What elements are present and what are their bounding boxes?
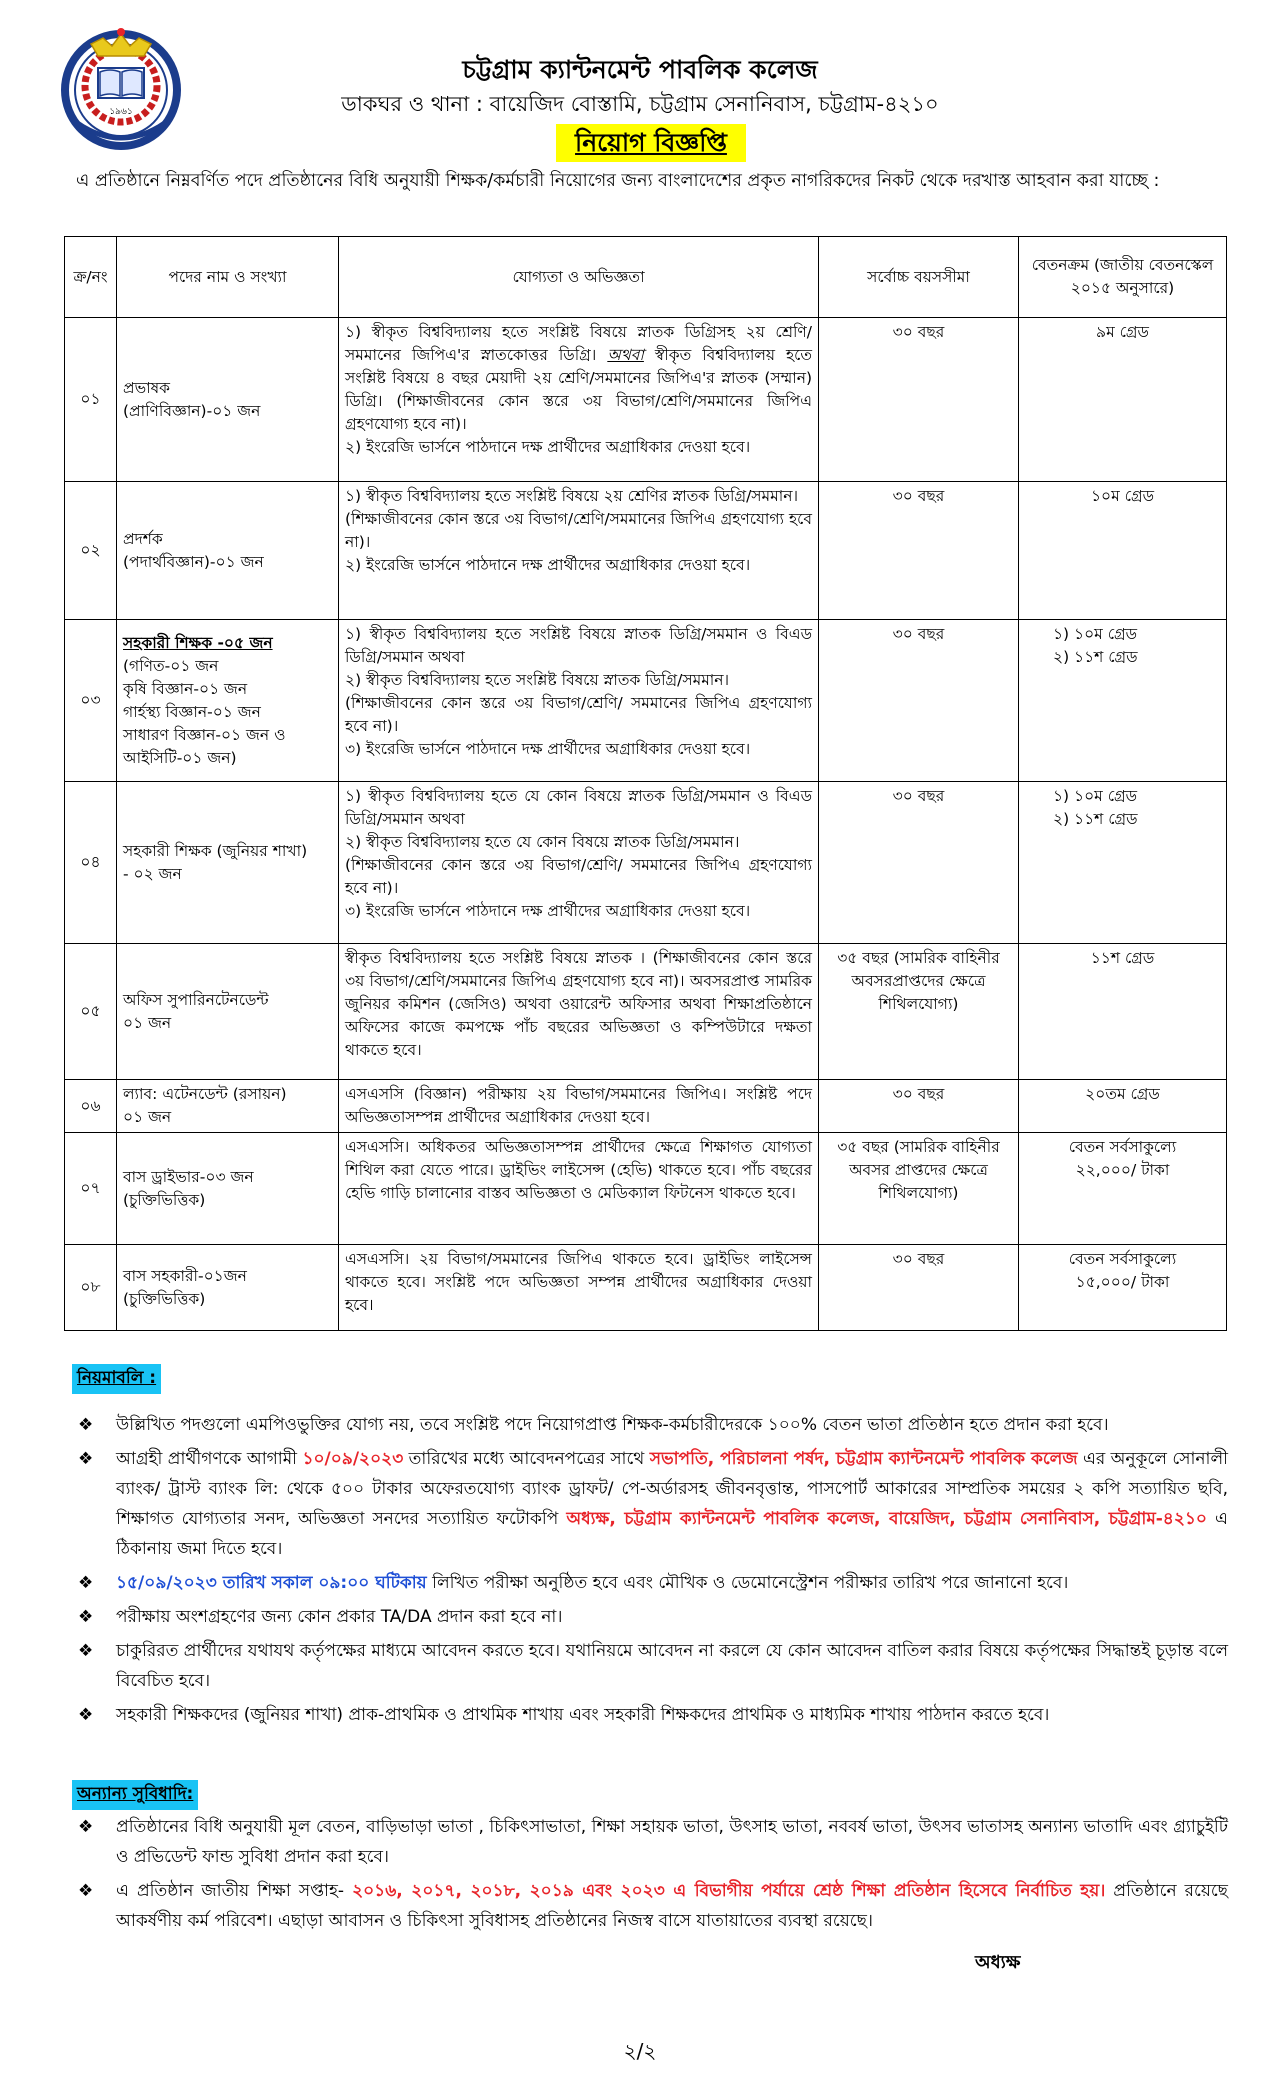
rule-text: উল্লিখিত পদগুলো এমপিওভুক্তির যোগ্য নয়, তবে সংশ্লিষ্ট পদে নিয়োগপ্রাপ্ত শিক্ষক-কর্মচারীদেরকে ১০০% বেতন ভাতা প্রতিষ্ঠান হতে প্রদান করা হবে। <box>116 1415 1109 1435</box>
college-address: ডাকঘর ও থানা : বায়েজিদ বোস্তামি, চট্টগ্রাম সেনানিবাস, চট্টগ্রাম-৪২১০ <box>341 92 939 116</box>
post-line: কৃষি বিজ্ঞান-০১ জন <box>123 679 248 698</box>
rule-text: পরীক্ষায় অংশগ্রহণের জন্য কোন প্রকার TA/DA প্রদান করা হবে না। <box>116 1607 563 1627</box>
list-item <box>78 1410 1228 1440</box>
logo-year: ১৯৬১ <box>109 107 133 117</box>
post-line: - ০২ জন <box>123 864 182 883</box>
row-sl: ০৬ <box>65 1080 117 1133</box>
table-row <box>65 944 1227 1080</box>
row-post <box>117 782 339 944</box>
row-scale <box>1019 318 1227 482</box>
list-item <box>78 1568 1228 1598</box>
rule-text: তারিখের মধ্যে আবেদনপত্রের সাথে <box>403 1449 650 1469</box>
scale-line: ৯ম গ্রেড <box>1096 323 1149 341</box>
list-item <box>78 1876 1228 1936</box>
scale-line: ২২,০০০/ টাকা <box>1075 1161 1170 1179</box>
addressee: সভাপতি, পরিচালনা পর্ষদ, চট্টগ্রাম ক্যান্টনমেন্ট পাবলিক কলেজ <box>649 1449 1078 1469</box>
post-line: সহকারী শিক্ষক (জুনিয়র শাখা) <box>123 841 308 860</box>
qual-line: ২) স্বীকৃত বিশ্ববিদ্যালয় হতে যে কোন বিষয়ে স্নাতক ডিগ্রি/সমমান। <box>345 833 740 851</box>
scale-line: ১০ম গ্রেড <box>1091 487 1154 505</box>
row-qualification <box>339 782 819 944</box>
row-sl: ০৪ <box>65 782 117 944</box>
table-row <box>65 1133 1227 1245</box>
post-line: (চুক্তিভিত্তিক) <box>123 1190 206 1209</box>
post-line: (গণিত-০১ জন <box>123 656 219 675</box>
rule-text: চাকুরিরত প্রার্থীদের যথাযথ কর্তৃপক্ষের মাধ্যমে আবেদন করতে হবে। যথানিয়মে আবেদন না করলে যে কোন আবেদন বাতিল করার বিষয়ে কর্তৃপক্ষের সিদ্ধান্তই চূড়ান্ত বলে বিবেচিত হবে। <box>116 1641 1228 1691</box>
row-age: ৩০ বছর <box>819 1080 1019 1133</box>
qual-line: ২) স্বীকৃত বিশ্ববিদ্যালয় হতে সংশ্লিষ্ট বিষয়ে স্নাতক ডিগ্রি/সমমান। <box>345 671 730 689</box>
post-line: বাস সহকারী-০১জন <box>123 1266 247 1285</box>
row-scale <box>1019 1080 1227 1133</box>
benefits-list <box>78 1812 1228 1940</box>
bullet-icon: ❖ <box>78 1881 94 1901</box>
row-age: ৩০ বছর <box>819 782 1019 944</box>
row-scale <box>1019 482 1227 620</box>
post-line: (চুক্তিভিত্তিক) <box>123 1289 206 1308</box>
row-sl: ০৮ <box>65 1245 117 1331</box>
qual-line: ২) ইংরেজি ভার্সনে পাঠদানে দক্ষ প্রার্থীদের অগ্রাধিকার দেওয়া হবে। <box>345 556 751 574</box>
row-sl: ০৭ <box>65 1133 117 1245</box>
bullet-icon: ❖ <box>78 1607 94 1627</box>
posts-table <box>64 236 1227 1331</box>
row-post <box>117 944 339 1080</box>
list-item <box>78 1700 1228 1730</box>
col-sl: ক্র/নং <box>65 237 117 318</box>
scale-line: ১৫,০০০/ টাকা <box>1075 1273 1170 1291</box>
list-item <box>78 1444 1228 1564</box>
qual-line: ১) স্বীকৃত বিশ্ববিদ্যালয় হতে যে কোন বিষয়ে স্নাতক ডিগ্রি/সমমান ও বিএড ডিগ্রি/সমমান অথবা <box>345 787 812 828</box>
col-age: সর্বোচ্চ বয়সসীমা <box>819 237 1019 318</box>
row-age: ৩০ বছর <box>819 482 1019 620</box>
row-qualification: এসএসসি। ২য় বিভাগ/সমমানের জিপিএ থাকতে হবে। ড্রাইভিং লাইসেন্স থাকতে হবে। সংশ্লিষ্ট পদে অভিজ্ঞতা সম্পন্ন প্রার্থীদের অগ্রাধিকার দেওয়া হবে। <box>339 1245 819 1331</box>
qual-line: (শিক্ষাজীবনের কোন স্তরে ৩য় বিভাগ/শ্রেণি/সমমানের জিপিএ গ্রহণযোগ্য হবে না)। <box>345 510 812 551</box>
table-header-row <box>65 237 1227 318</box>
qual-text: স্বীকৃত বিশ্ববিদ্যালয় হতে সংশ্লিষ্ট বিষয়ে ৪ বছর মেয়াদী ২য় শ্রেণি/সমমানের জিপিএ'র স্নাতক (সম্মান) ডিগ্রি। (শিক্ষাজীবনের কোন স্তরে ৩য় বিভাগ/শ্রেণি/সমমানের জিপিএ গ্রহণযোগ্য হবে না)। <box>345 346 813 433</box>
table-row <box>65 1245 1227 1331</box>
qual-line: ১) স্বীকৃত বিশ্ববিদ্যালয় হতে সংশ্লিষ্ট বিষয়ে স্নাতক ডিগ্রি/সমমান ও বিএড ডিগ্রি/সমমান অথবা <box>345 625 812 666</box>
row-sl: ০২ <box>65 482 117 620</box>
row-scale <box>1019 1245 1227 1331</box>
row-scale <box>1019 620 1227 782</box>
bullet-icon: ❖ <box>78 1705 94 1725</box>
row-sl: ০৫ <box>65 944 117 1080</box>
row-post <box>117 1133 339 1245</box>
deadline-date: ১০/০৯/২০২৩ <box>302 1449 404 1469</box>
row-post <box>117 1245 339 1331</box>
post-line: বাস ড্রাইভার-০৩ জন <box>123 1167 254 1186</box>
row-post <box>117 318 339 482</box>
award-text: ২০১৬, ২০১৭, ২০১৮, ২০১৯ এবং ২০২৩ এ বিভাগীয় পর্যায়ে শ্রেষ্ঠ শিক্ষা প্রতিষ্ঠান হিসেবে নির্বাচিত হয়। <box>352 1881 1106 1901</box>
post-line: আইসিটি-০১ জন) <box>123 748 237 767</box>
qual-line: ৩) ইংরেজি ভার্সনে পাঠদানে দক্ষ প্রার্থীদের অগ্রাধিকার দেওয়া হবে। <box>345 740 751 758</box>
qual-line: (শিক্ষাজীবনের কোন স্তরে ৩য় বিভাগ/শ্রেণি/ সমমানের জিপিএ গ্রহণযোগ্য হবে না)। <box>345 856 812 897</box>
qual-line: ৩) ইংরেজি ভার্সনে পাঠদানে দক্ষ প্রার্থীদের অগ্রাধিকার দেওয়া হবে। <box>345 902 751 920</box>
qual-or: অথবা <box>607 346 644 364</box>
scale-line: ২০তম গ্রেড <box>1085 1085 1160 1103</box>
row-qualification <box>339 620 819 782</box>
submission-address: অধ্যক্ষ, চট্টগ্রাম ক্যান্টনমেন্ট পাবলিক কলেজ, বায়েজিদ, চট্টগ্রাম সেনানিবাস, চট্টগ্রাম-৪২১০ <box>566 1509 1207 1529</box>
row-qualification: এসএসসি। অধিকতর অভিজ্ঞতাসম্পন্ন প্রার্থীদের ক্ষেত্রে শিক্ষাগত যোগ্যতা শিথিল করা যেতে পারে। ড্রাইভিং লাইসেন্স (হেভি) থাকতে হবে। পাঁচ বছরের হেভি গাড়ি চালানোর বাস্তব অভিজ্ঞতা ও মেডিক্যাল ফিটনেস থাকতে হবে। <box>339 1133 819 1245</box>
row-age: ৩৫ বছর (সামরিক বাহিনীর অবসর প্রাপ্তদের ক্ষেত্রে শিথিলযোগ্য) <box>819 1133 1019 1245</box>
post-line: গার্হস্থ্য বিজ্ঞান-০১ জন <box>123 702 261 721</box>
row-qualification <box>339 482 819 620</box>
row-age: ৩০ বছর <box>819 620 1019 782</box>
scale-line: বেতন সর্বসাকুল্যে <box>1068 1250 1177 1268</box>
table-row <box>65 482 1227 620</box>
row-scale <box>1019 782 1227 944</box>
list-item <box>78 1636 1228 1696</box>
bullet-icon: ❖ <box>78 1449 94 1469</box>
table-row <box>65 782 1227 944</box>
row-age: ৩০ বছর <box>819 1245 1019 1331</box>
rules-heading: নিয়মাবলি : <box>72 1364 161 1394</box>
row-sl: ০৩ <box>65 620 117 782</box>
rule-text: এ ঠিকানায় জমা দিতে হবে। <box>116 1509 1228 1559</box>
post-heading: সহকারী শিক্ষক -০৫ জন <box>123 633 273 652</box>
table-row <box>65 318 1227 482</box>
scale-line: ১) ১০ম গ্রেড <box>1053 787 1138 805</box>
qual-line: ১) স্বীকৃত বিশ্ববিদ্যালয় হতে সংশ্লিষ্ট বিষয়ে ২য় শ্রেণির স্নাতক ডিগ্রি/সমমান। <box>345 487 799 505</box>
bullet-icon: ❖ <box>78 1573 94 1593</box>
post-line: প্রদর্শক <box>123 529 163 548</box>
notice-heading: নিয়োগ বিজ্ঞপ্তি <box>556 124 746 162</box>
exam-datetime: ১৫/০৯/২০২৩ তারিখ সকাল ০৯:০০ ঘটিকায় <box>116 1573 427 1593</box>
row-age: ৩৫ বছর (সামরিক বাহিনীর অবসরপ্রাপ্তদের ক্ষেত্রে শিথিলযোগ্য) <box>819 944 1019 1080</box>
list-item <box>78 1812 1228 1872</box>
col-qualification: যোগ্যতা ও অভিজ্ঞতা <box>339 237 819 318</box>
qual-text: ১) স্বীকৃত বিশ্ববিদ্যালয় হতে সংশ্লিষ্ট বিষয়ে স্নাতক ডিগ্রিসহ ২য় শ্রেণি/সমমানের জিপিএ'র স্নাতকোত্তর ডিগ্রি। <box>345 323 812 364</box>
scale-line: বেতন সর্বসাকুল্যে <box>1068 1138 1177 1156</box>
signature: অধ্যক্ষ <box>975 1952 1021 1973</box>
scale-line: ২) ১১শ গ্রেড <box>1053 648 1138 666</box>
rule-text: আগ্রহী প্রার্থীগণকে আগামী <box>116 1449 303 1469</box>
list-item <box>78 1602 1228 1632</box>
bullet-icon: ❖ <box>78 1415 94 1435</box>
benefit-text: প্রতিষ্ঠানের বিধি অনুযায়ী মূল বেতন, বাড়িভাড়া ভাতা , চিকিৎসাভাতা, শিক্ষা সহায়ক ভাতা, উৎসাহ ভাতা, নববর্ষ ভাতা, উৎসব ভাতাসহ অন্যান্য ভাতাদি এবং গ্র্যাচুইটি ও প্রভিডেন্ট ফান্ড সুবিধা প্রদান করা হবে। <box>116 1817 1228 1867</box>
college-name: চট্টগ্রাম ক্যান্টনমেন্ট পাবলিক কলেজ <box>462 55 818 84</box>
scale-line: ২) ১১শ গ্রেড <box>1053 810 1138 828</box>
rules-list <box>78 1410 1228 1734</box>
qual-line: (শিক্ষাজীবনের কোন স্তরে ৩য় বিভাগ/শ্রেণি/ সমমানের জিপিএ গ্রহণযোগ্য হবে না)। <box>345 694 812 735</box>
scale-line: ১) ১০ম গ্রেড <box>1053 625 1138 643</box>
post-line: ০১ জন <box>123 1108 172 1126</box>
table-row <box>65 1080 1227 1133</box>
row-post <box>117 620 339 782</box>
post-line: ০১ জন <box>123 1013 172 1032</box>
college-logo-icon <box>58 24 184 150</box>
bullet-icon: ❖ <box>78 1641 94 1661</box>
row-age: ৩০ বছর <box>819 318 1019 482</box>
rule-text: সহকারী শিক্ষকদের (জুনিয়র শাখা) প্রাক-প্রাথমিক ও প্রাথমিক শাখায় এবং সহকারী শিক্ষকদের প্রাথমিক ও মাধ্যমিক শাখায় পাঠদান করতে হবে। <box>116 1705 1050 1725</box>
post-line: ল্যাব: এটেনডেন্ট (রসায়ন) <box>123 1085 287 1103</box>
post-line: সাধারণ বিজ্ঞান-০১ জন ও <box>123 725 286 744</box>
post-line: (পদার্থবিজ্ঞান)-০১ জন <box>123 552 264 571</box>
row-post <box>117 1080 339 1133</box>
rule-text: এর অনুকূলে সোনালী ব্যাংক/ ট্রাস্ট ব্যাংক লি: থেকে ৫০০ টাকার অফেরতযোগ্য ব্যাংক ড্রাফট/ পে-অর্ডারসহ জীবনবৃত্তান্ত, পাসপোর্ট আকারের সাম্প্রতিক সময়ের ২ কপি সত্যায়িত ছবি, শিক্ষাগত যোগ্যতার সনদ, অভিজ্ঞতা সনদের সত্যায়িত ফটোকপি <box>116 1449 1229 1529</box>
row-post <box>117 482 339 620</box>
intro-text: এ প্রতিষ্ঠানে নিম্নবর্ণিত পদে প্রতিষ্ঠানের বিধি অনুযায়ী শিক্ষক/কর্মচারী নিয়োগের জন্য বাংলাদেশের প্রকৃত নাগরিকদের নিকট থেকে দরখাস্ত আহবান করা যাচ্ছে : <box>76 171 1160 191</box>
table-row <box>65 620 1227 782</box>
row-sl: ০১ <box>65 318 117 482</box>
scale-line: ১১শ গ্রেড <box>1090 949 1155 967</box>
row-qualification: স্বীকৃত বিশ্ববিদ্যালয় হতে সংশ্লিষ্ট বিষয়ে স্নাতক । (শিক্ষাজীবনের কোন স্তরে ৩য় বিভাগ/শ্রেণি/সমমানের জিপিএ গ্রহণযোগ্য হবে না)। অবসরপ্রাপ্ত সামরিক জুনিয়র কমিশন (জেসিও) অথবা ওয়ারেন্ট অফিসার অথবা শিক্ষাপ্রতিষ্ঠানে অফিসের কাজে কমপক্ষে পাঁচ বছরের অভিজ্ঞতা ও কম্পিউটারে দক্ষতা থাকতে হবে। <box>339 944 819 1080</box>
row-qualification: এসএসসি (বিজ্ঞান) পরীক্ষায় ২য় বিভাগ/সমমানের জিপিএ। সংশ্লিষ্ট পদে অভিজ্ঞতাসম্পন্ন প্রার্থীদের অগ্রাধিকার দেওয়া হবে। <box>339 1080 819 1133</box>
row-scale <box>1019 1133 1227 1245</box>
rule-text: লিখিত পরীক্ষা অনুষ্ঠিত হবে এবং মৌখিক ও ডেমোনেস্ট্রেশন পরীক্ষার তারিখ পরে জানানো হবে। <box>426 1573 1069 1593</box>
row-scale <box>1019 944 1227 1080</box>
col-scale: বেতনক্রম (জাতীয় বেতনস্কেল ২০১৫ অনুসারে) <box>1019 237 1227 318</box>
qual-line: ২) ইংরেজি ভার্সনে পাঠদানে দক্ষ প্রার্থীদের অগ্রাধিকার দেওয়া হবে। <box>345 438 751 456</box>
row-qualification <box>339 318 819 482</box>
post-line: (প্রাণিবিজ্ঞান)-০১ জন <box>123 401 261 420</box>
col-post: পদের নাম ও সংখ্যা <box>117 237 339 318</box>
post-line: প্রভাষক <box>123 378 171 397</box>
benefit-text: এ প্রতিষ্ঠান জাতীয় শিক্ষা সপ্তাহ- <box>116 1881 353 1901</box>
bullet-icon: ❖ <box>78 1817 94 1837</box>
benefit-text: প্রতিষ্ঠানে রয়েছে আকর্ষণীয় কর্ম পরিবেশ। এছাড়া আবাসন ও চিকিৎসা সুবিধাসহ প্রতিষ্ঠানের নিজস্ব বাসে যাতায়াতের ব্যবস্থা রয়েছে। <box>116 1881 1228 1931</box>
benefits-heading: অন্যান্য সুবিধাদি: <box>72 1780 198 1810</box>
page-number: ২/২ <box>623 2039 657 2063</box>
post-line: অফিস সুপারিনটেনডেন্ট <box>123 990 269 1009</box>
